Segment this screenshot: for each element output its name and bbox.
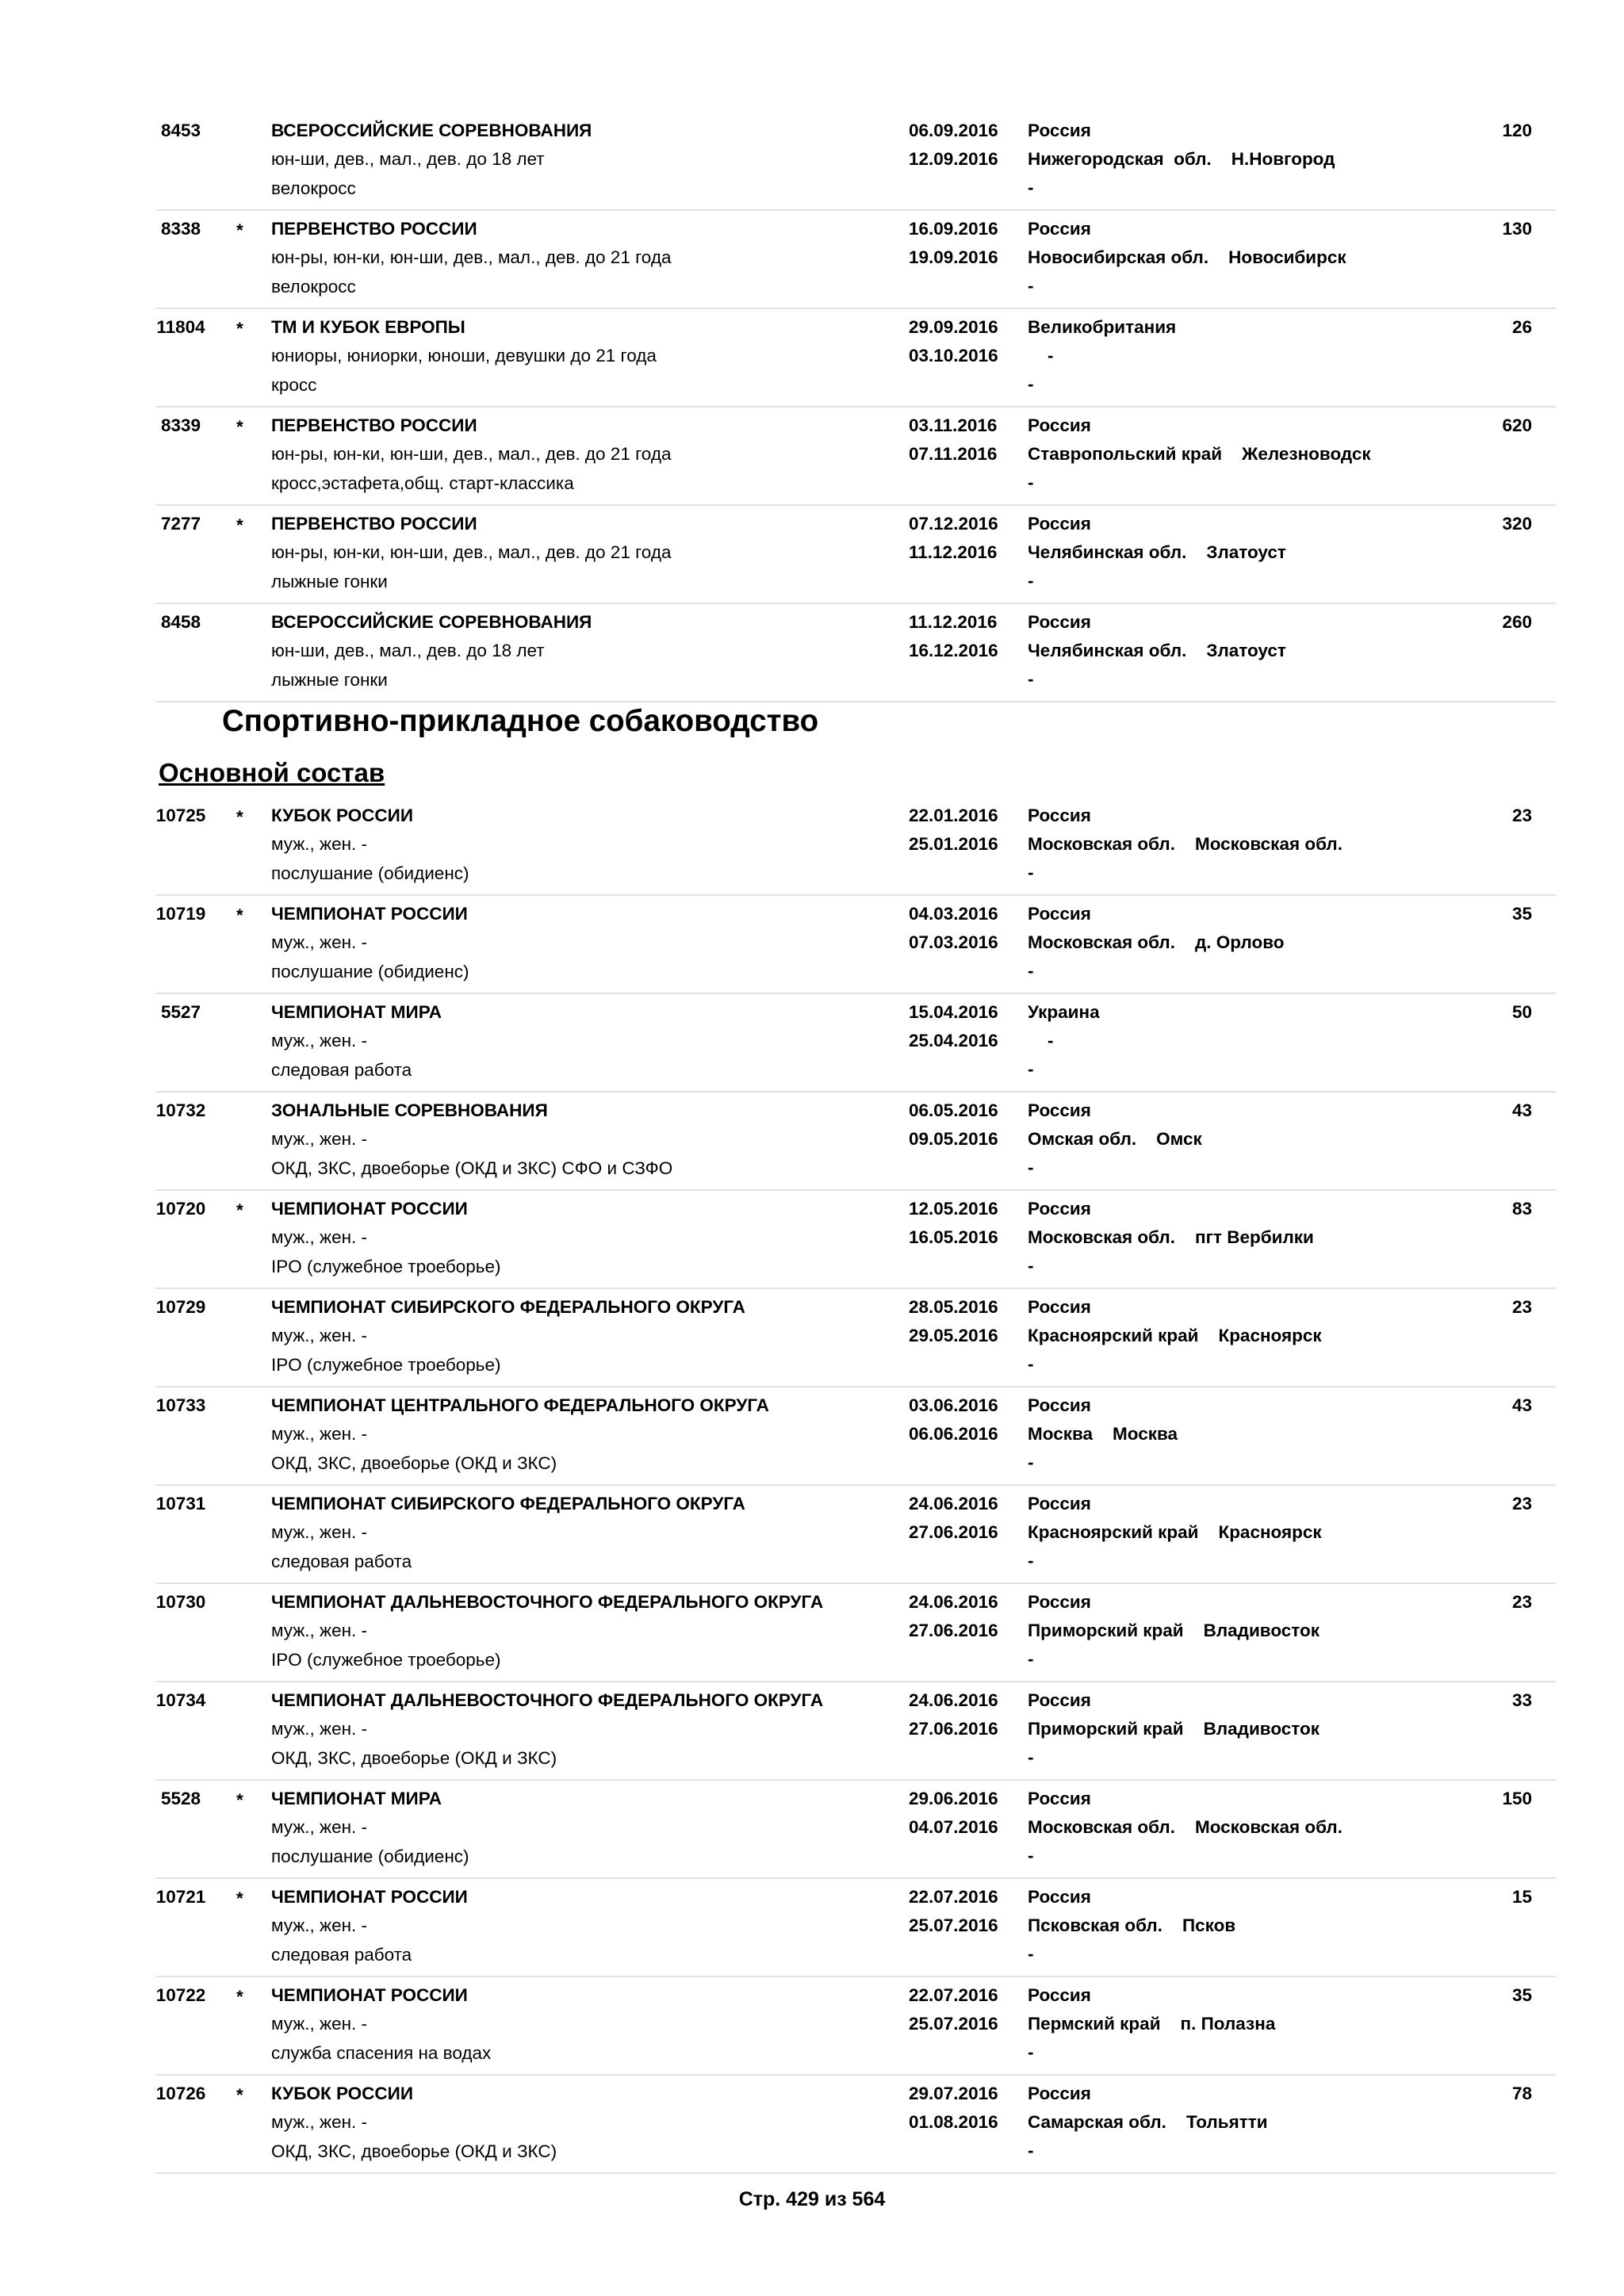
event-star: *	[236, 220, 243, 240]
event-star: *	[236, 1200, 243, 1220]
event-entry	[155, 1977, 1556, 2076]
event-participants: 35	[1511, 904, 1532, 924]
event-date-start: 29.06.2016	[909, 1789, 998, 1808]
event-dash: -	[1028, 571, 1034, 591]
event-discipline: следовая работа	[271, 1060, 412, 1080]
event-category: муж., жен. -	[271, 2014, 368, 2034]
event-name: ЧЕМПИОНАТ ДАЛЬНЕВОСТОЧНОГО ФЕДЕРАЛЬНОГО ОКРУГА	[271, 1690, 824, 1710]
event-name: ПЕРВЕНСТВО РОССИИ	[271, 415, 477, 435]
event-discipline: следовая работа	[271, 1552, 412, 1571]
event-code: 10729	[155, 1297, 206, 1317]
event-code: 8458	[160, 612, 201, 632]
event-date-start: 06.05.2016	[909, 1100, 998, 1120]
event-entry	[155, 1682, 1556, 1781]
event-country: Россия	[1028, 415, 1091, 435]
event-country: Россия	[1028, 1592, 1091, 1612]
event-name: КУБОК РОССИИ	[271, 806, 414, 825]
event-region: Ставропольский край Железноводск	[1028, 444, 1371, 464]
event-dash: -	[1028, 1452, 1034, 1472]
event-name: ЧЕМПИОНАТ МИРА	[271, 1789, 442, 1808]
event-region: Красноярский край Красноярск	[1028, 1522, 1322, 1542]
event-dash: -	[1028, 1256, 1034, 1276]
event-date-end: 11.12.2016	[909, 542, 998, 562]
event-entry	[155, 798, 1556, 896]
event-dash: -	[1028, 2141, 1034, 2160]
event-name: КУБОК РОССИИ	[271, 2084, 414, 2103]
event-category: муж., жен. -	[271, 834, 368, 854]
event-participants: 23	[1511, 1592, 1532, 1612]
event-country: Россия	[1028, 1395, 1091, 1415]
event-discipline: лыжные гонки	[271, 572, 388, 591]
event-dash: -	[1028, 178, 1034, 197]
event-region: Самарская обл. Тольятти	[1028, 2112, 1268, 2132]
event-star: *	[236, 319, 243, 339]
event-entry	[155, 604, 1556, 702]
event-discipline: послушание (обидиенс)	[271, 962, 469, 982]
event-dash: -	[1028, 473, 1034, 492]
event-dash: -	[1028, 669, 1034, 689]
event-category: муж., жен. -	[271, 1817, 368, 1837]
event-date-end: 06.06.2016	[909, 1424, 998, 1444]
event-code: 8453	[160, 121, 201, 140]
event-name: ЧЕМПИОНАТ СИБИРСКОГО ФЕДЕРАЛЬНОГО ОКРУГА	[271, 1494, 745, 1513]
event-dash: -	[1028, 1158, 1034, 1177]
event-name: ЧЕМПИОНАТ ЦЕНТРАЛЬНОГО ФЕДЕРАЛЬНОГО ОКРУГА	[271, 1395, 769, 1415]
event-date-end: 16.05.2016	[909, 1227, 998, 1247]
event-name: ЧЕМПИОНАТ СИБИРСКОГО ФЕДЕРАЛЬНОГО ОКРУГА	[271, 1297, 745, 1317]
event-star: *	[236, 417, 243, 437]
event-dash: -	[1028, 1649, 1034, 1669]
event-date-end: 09.05.2016	[909, 1129, 998, 1149]
event-code: 10719	[155, 904, 206, 924]
event-star: *	[236, 515, 243, 535]
event-date-start: 07.12.2016	[909, 514, 998, 534]
main-entries	[155, 798, 1556, 2174]
event-country: Россия	[1028, 806, 1091, 825]
event-discipline: велокросс	[271, 178, 356, 198]
event-region: -	[1028, 1031, 1054, 1050]
event-date-end: 25.04.2016	[909, 1031, 998, 1050]
event-category: муж., жен. -	[271, 1522, 368, 1542]
event-dash: -	[1028, 1551, 1034, 1571]
event-date-end: 25.07.2016	[909, 1915, 998, 1935]
event-star: *	[236, 1888, 243, 1908]
event-date-start: 03.06.2016	[909, 1395, 998, 1415]
event-participants: 320	[1502, 514, 1532, 534]
event-country: Россия	[1028, 121, 1091, 140]
event-date-end: 25.01.2016	[909, 834, 998, 854]
event-participants: 43	[1511, 1100, 1532, 1120]
event-date-start: 12.05.2016	[909, 1199, 998, 1219]
event-participants: 26	[1511, 317, 1532, 337]
event-discipline: следовая работа	[271, 1945, 412, 1965]
event-code: 10722	[155, 1985, 206, 2005]
event-discipline: лыжные гонки	[271, 670, 388, 690]
event-date-start: 22.07.2016	[909, 1887, 998, 1907]
event-code: 10720	[155, 1199, 206, 1219]
event-participants: 23	[1511, 806, 1532, 825]
event-discipline: ОКД, ЗКС, двоеборье (ОКД и ЗКС)	[271, 1748, 557, 1768]
event-entry	[155, 113, 1556, 211]
event-participants: 150	[1502, 1789, 1532, 1808]
top-entry-list	[155, 113, 1556, 702]
main-entry-list	[155, 798, 1556, 2174]
event-region: Пермский край п. Полазна	[1028, 2014, 1276, 2034]
event-category: муж., жен. -	[271, 1129, 368, 1149]
event-dash: -	[1028, 2042, 1034, 2062]
event-dash: -	[1028, 863, 1034, 882]
event-date-end: 19.09.2016	[909, 247, 998, 267]
event-code: 5527	[160, 1002, 201, 1022]
event-discipline: ОКД, ЗКС, двоеборье (ОКД и ЗКС)	[271, 1453, 557, 1473]
event-entry	[155, 408, 1556, 506]
event-country: Россия	[1028, 1789, 1091, 1808]
event-discipline: IPO (служебное троеборье)	[271, 1355, 501, 1375]
event-participants: 35	[1511, 1985, 1532, 2005]
event-discipline: служба спасения на водах	[271, 2043, 492, 2063]
event-date-end: 27.06.2016	[909, 1719, 998, 1739]
event-region: Челябинская обл. Златоуст	[1028, 641, 1286, 660]
event-entry	[155, 1289, 1556, 1387]
event-code: 10731	[155, 1494, 206, 1513]
event-code: 10721	[155, 1887, 206, 1907]
event-date-end: 16.12.2016	[909, 641, 998, 660]
event-country: Россия	[1028, 1494, 1091, 1513]
event-discipline: послушание (обидиенс)	[271, 1846, 469, 1866]
event-category: юн-ши, дев., мал., дев. до 18 лет	[271, 149, 545, 169]
event-category: муж., жен. -	[271, 1424, 368, 1444]
event-entry	[155, 1387, 1556, 1486]
event-dash: -	[1028, 276, 1034, 296]
event-name: ВСЕРОССИЙСКИЕ СОРЕВНОВАНИЯ	[271, 121, 592, 140]
event-dash: -	[1028, 374, 1034, 394]
event-date-start: 29.09.2016	[909, 317, 998, 337]
event-region: Челябинская обл. Златоуст	[1028, 542, 1286, 562]
event-participants: 50	[1511, 1002, 1532, 1022]
event-region: Нижегородская обл. Н.Новгород	[1028, 149, 1335, 169]
event-participants: 78	[1511, 2084, 1532, 2103]
event-name: ЧЕМПИОНАТ РОССИИ	[271, 1887, 468, 1907]
event-region: Новосибирская обл. Новосибирск	[1028, 247, 1346, 267]
event-date-end: 12.09.2016	[909, 149, 998, 169]
event-country: Россия	[1028, 904, 1091, 924]
event-date-start: 22.07.2016	[909, 1985, 998, 2005]
event-code: 11804	[156, 317, 205, 337]
event-name: ЧЕМПИОНАТ ДАЛЬНЕВОСТОЧНОГО ФЕДЕРАЛЬНОГО ОКРУГА	[271, 1592, 824, 1612]
event-entry	[155, 1781, 1556, 1879]
event-star: *	[236, 1987, 243, 2007]
event-country: Россия	[1028, 1100, 1091, 1120]
event-entry	[155, 994, 1556, 1093]
event-country: Украина	[1028, 1002, 1100, 1022]
event-code: 7277	[160, 514, 201, 534]
event-participants: 120	[1502, 121, 1532, 140]
event-date-end: 04.07.2016	[909, 1817, 998, 1837]
event-category: муж., жен. -	[271, 2112, 368, 2132]
event-region: Московская обл. Московская обл.	[1028, 834, 1342, 854]
event-code: 5528	[160, 1789, 201, 1808]
event-date-start: 24.06.2016	[909, 1494, 998, 1513]
event-category: юн-ры, юн-ки, юн-ши, дев., мал., дев. до 21 года	[271, 542, 672, 562]
event-entry	[155, 2076, 1556, 2174]
event-date-start: 15.04.2016	[909, 1002, 998, 1022]
event-code: 8339	[160, 415, 201, 435]
event-code: 10725	[155, 806, 206, 825]
event-participants: 33	[1511, 1690, 1532, 1710]
event-category: юн-ры, юн-ки, юн-ши, дев., мал., дев. до 21 года	[271, 444, 672, 464]
event-category: муж., жен. -	[271, 1719, 368, 1739]
event-country: Россия	[1028, 1690, 1091, 1710]
event-category: муж., жен. -	[271, 932, 368, 952]
event-region: Московская обл. пгт Вербилки	[1028, 1227, 1314, 1247]
event-dash: -	[1028, 1747, 1034, 1767]
event-discipline: IPO (служебное троеборье)	[271, 1257, 501, 1276]
event-code: 10726	[155, 2084, 206, 2103]
event-date-start: 04.03.2016	[909, 904, 998, 924]
event-date-start: 06.09.2016	[909, 121, 998, 140]
event-country: Россия	[1028, 2084, 1091, 2103]
event-category: муж., жен. -	[271, 1915, 368, 1935]
event-discipline: кросс	[271, 375, 317, 395]
event-date-end: 07.03.2016	[909, 932, 998, 952]
event-discipline: ОКД, ЗКС, двоеборье (ОКД и ЗКС) СФО и СЗФО	[271, 1158, 673, 1178]
top-entries	[155, 113, 1556, 702]
event-entry	[155, 506, 1556, 604]
event-participants: 23	[1511, 1297, 1532, 1317]
event-category: муж., жен. -	[271, 1227, 368, 1247]
event-name: ЧЕМПИОНАТ РОССИИ	[271, 1199, 468, 1219]
event-region: Московская обл. д. Орлово	[1028, 932, 1285, 952]
event-category: муж., жен. -	[271, 1031, 368, 1050]
event-entry	[155, 1486, 1556, 1584]
event-country: Россия	[1028, 1297, 1091, 1317]
event-date-start: 03.11.2016	[909, 415, 998, 435]
event-category: юн-ши, дев., мал., дев. до 18 лет	[271, 641, 545, 660]
event-entry	[155, 309, 1556, 408]
event-dash: -	[1028, 1944, 1034, 1964]
event-entry	[155, 1093, 1556, 1191]
event-region: Красноярский край Красноярск	[1028, 1326, 1322, 1345]
section-title: Спортивно-прикладное собаководство	[222, 704, 819, 738]
event-category: муж., жен. -	[271, 1621, 368, 1640]
event-region: Псковская обл. Псков	[1028, 1915, 1236, 1935]
event-name: ВСЕРОССИЙСКИЕ СОРЕВНОВАНИЯ	[271, 612, 592, 632]
event-date-end: 01.08.2016	[909, 2112, 998, 2132]
event-entry	[155, 1584, 1556, 1682]
event-name: ЗОНАЛЬНЫЕ СОРЕВНОВАНИЯ	[271, 1100, 548, 1120]
event-date-start: 29.07.2016	[909, 2084, 998, 2103]
event-country: Россия	[1028, 1985, 1091, 2005]
event-region: Омская обл. Омск	[1028, 1129, 1202, 1149]
event-entry	[155, 896, 1556, 994]
event-participants: 260	[1502, 612, 1532, 632]
event-country: Великобритания	[1028, 317, 1177, 337]
event-date-end: 25.07.2016	[909, 2014, 998, 2034]
event-country: Россия	[1028, 612, 1091, 632]
event-entry	[155, 1191, 1556, 1289]
event-date-start: 24.06.2016	[909, 1690, 998, 1710]
event-participants: 23	[1511, 1494, 1532, 1513]
event-region: Московская обл. Московская обл.	[1028, 1817, 1342, 1837]
event-region: Москва Москва	[1028, 1424, 1178, 1444]
event-date-end: 29.05.2016	[909, 1326, 998, 1345]
event-country: Россия	[1028, 1199, 1091, 1219]
event-participants: 43	[1511, 1395, 1532, 1415]
event-date-start: 11.12.2016	[909, 612, 998, 632]
subsection-title: Основной состав	[159, 758, 385, 787]
event-entry	[155, 1879, 1556, 1977]
event-participants: 130	[1502, 219, 1532, 239]
event-code: 8338	[160, 219, 201, 239]
event-name: ЧЕМПИОНАТ МИРА	[271, 1002, 442, 1022]
event-code: 10730	[155, 1592, 206, 1612]
event-discipline: велокросс	[271, 277, 356, 297]
event-participants: 620	[1502, 415, 1532, 435]
event-star: *	[236, 1790, 243, 1810]
event-code: 10733	[155, 1395, 206, 1415]
event-name: ЧЕМПИОНАТ РОССИИ	[271, 1985, 468, 2005]
event-date-start: 24.06.2016	[909, 1592, 998, 1612]
event-name: ЧЕМПИОНАТ РОССИИ	[271, 904, 468, 924]
event-code: 10732	[155, 1100, 206, 1120]
event-star: *	[236, 905, 243, 925]
event-date-end: 03.10.2016	[909, 346, 998, 365]
event-discipline: послушание (обидиенс)	[271, 863, 469, 883]
event-category: юн-ры, юн-ки, юн-ши, дев., мал., дев. до 21 года	[271, 247, 672, 267]
event-name: ПЕРВЕНСТВО РОССИИ	[271, 219, 477, 239]
event-star: *	[236, 807, 243, 827]
event-dash: -	[1028, 1354, 1034, 1374]
event-date-start: 16.09.2016	[909, 219, 998, 239]
event-date-end: 27.06.2016	[909, 1522, 998, 1542]
event-date-start: 22.01.2016	[909, 806, 998, 825]
event-country: Россия	[1028, 219, 1091, 239]
event-category: юниоры, юниорки, юноши, девушки до 21 года	[271, 346, 657, 365]
event-region: -	[1028, 346, 1054, 365]
event-name: ПЕРВЕНСТВО РОССИИ	[271, 514, 477, 534]
event-name: ТМ И КУБОК ЕВРОПЫ	[271, 317, 465, 337]
event-region: Приморский край Владивосток	[1028, 1719, 1320, 1739]
event-participants: 15	[1511, 1887, 1532, 1907]
event-code: 10734	[155, 1690, 206, 1710]
event-star: *	[236, 2085, 243, 2105]
event-date-end: 07.11.2016	[909, 444, 998, 464]
event-discipline: ОКД, ЗКС, двоеборье (ОКД и ЗКС)	[271, 2141, 557, 2161]
event-date-start: 28.05.2016	[909, 1297, 998, 1317]
page-footer: Стр. 429 из 564	[738, 2188, 886, 2210]
event-discipline: кросс,эстафета,общ. старт-классика	[271, 473, 574, 493]
event-dash: -	[1028, 1059, 1034, 1079]
event-participants: 83	[1511, 1199, 1532, 1219]
event-dash: -	[1028, 1846, 1034, 1866]
event-date-end: 27.06.2016	[909, 1621, 998, 1640]
event-discipline: IPO (служебное троеборье)	[271, 1650, 501, 1670]
event-dash: -	[1028, 961, 1034, 981]
event-entry	[155, 211, 1556, 309]
event-category: муж., жен. -	[271, 1326, 368, 1345]
event-country: Россия	[1028, 514, 1091, 534]
event-region: Приморский край Владивосток	[1028, 1621, 1320, 1640]
event-country: Россия	[1028, 1887, 1091, 1907]
